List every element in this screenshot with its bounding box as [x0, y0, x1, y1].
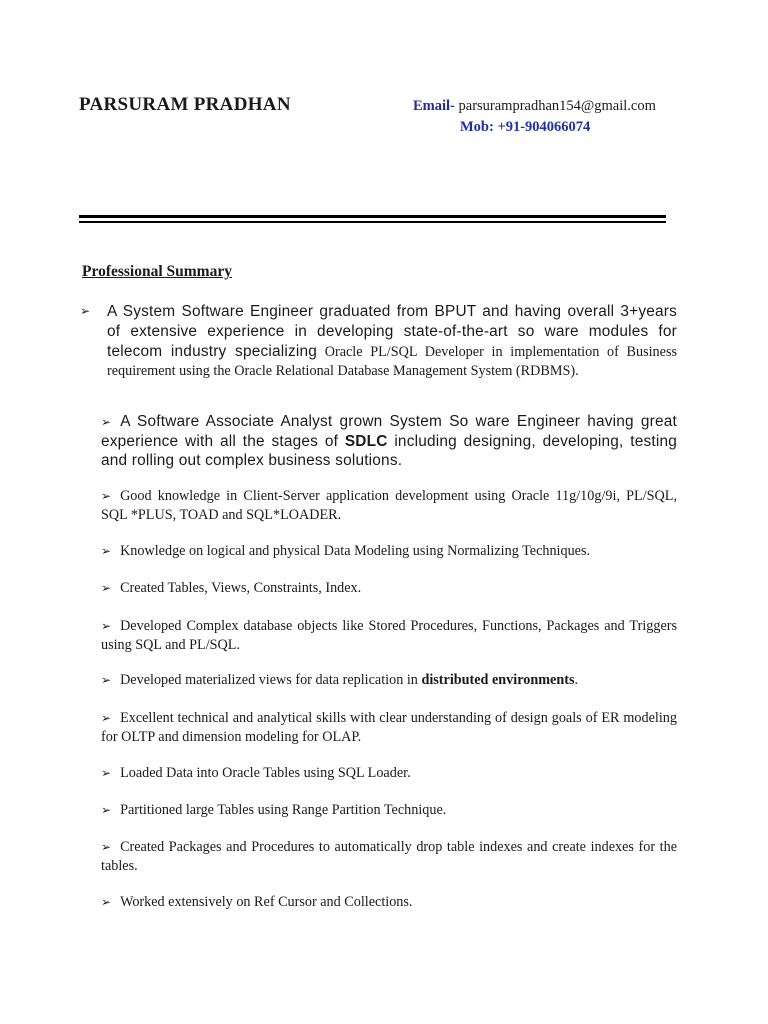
sdlc-emphasis: SDLC	[344, 433, 388, 450]
bullet-arrow-icon: ➢	[101, 581, 112, 595]
bullet-arrow-icon: ➢	[101, 711, 112, 725]
summary-item-5-text: Created Tables, Views, Constraints, Index.	[120, 580, 362, 596]
bullet-arrow-icon: ➢	[80, 304, 91, 318]
summary-item-2	[101, 412, 677, 470]
header-divider-thin	[79, 221, 666, 223]
summary-item-5	[101, 579, 677, 598]
section-title-professional-summary: Professional Summary	[82, 263, 232, 280]
summary-item-9-text: Loaded Data into Oracle Tables using SQL Loader.	[120, 765, 411, 781]
summary-item-9	[101, 764, 677, 783]
mobile-number: Mob: +91-904066074	[460, 119, 591, 135]
bullet-arrow-icon: ➢	[101, 489, 112, 503]
summary-item-3	[101, 487, 677, 525]
summary-item-7-text-a: Developed materialized views for data replication in	[120, 672, 422, 688]
summary-item-1-text-b: Oracle PL/SQL Developer in implementation of Business requirement using the Oracle Relational Database Management System (RDBMS).	[107, 344, 677, 379]
summary-item-6-text: Developed Complex database objects like Stored Procedures, Functions, Packages and Triggers using SQL and PL/SQL.	[101, 618, 677, 653]
bullet-arrow-icon: ➢	[101, 544, 112, 558]
summary-item-12	[101, 893, 677, 912]
summary-item-4	[101, 542, 677, 561]
bullet-arrow-icon: ➢	[101, 803, 112, 817]
summary-item-4-text: Knowledge on logical and physical Data Modeling using Normalizing Techniques.	[120, 543, 591, 559]
summary-item-10-text: Partitioned large Tables using Range Partition Technique.	[120, 802, 447, 818]
summary-item-7	[101, 671, 677, 690]
summary-item-10	[101, 801, 677, 820]
candidate-name: PARSURAM PRADHAN	[79, 94, 291, 115]
bullet-arrow-icon: ➢	[101, 619, 112, 633]
summary-item-11	[101, 838, 677, 876]
bullet-arrow-icon: ➢	[101, 415, 112, 429]
summary-item-1	[107, 302, 677, 381]
bullet-arrow-icon: ➢	[101, 673, 112, 687]
bullet-arrow-icon: ➢	[101, 895, 112, 909]
bullet-arrow-icon: ➢	[101, 766, 112, 780]
summary-item-6	[101, 617, 677, 655]
summary-item-2-text-a: A Software Associate Analyst grown System So ware Engineer having great experience with all the stages of	[101, 413, 677, 450]
summary-item-1-text-a: A System Software Engineer graduated from BPUT and having overall 3+years of extensive experience in developing state-of-the-art so ware modules for telecom industry specializing	[107, 303, 677, 360]
summary-item-8	[101, 709, 677, 747]
summary-item-11-text: Created Packages and Procedures to automatically drop table indexes and create indexes for the tables.	[101, 839, 677, 874]
header-divider-thick	[79, 215, 666, 218]
summary-item-8-text: Excellent technical and analytical skills with clear understanding of design goals of ER modeling for OLTP and dimension modeling for OLAP.	[101, 710, 677, 745]
summary-item-3-text: Good knowledge in Client-Server application development using Oracle 11g/10g/9i, PL/SQL, SQL *PLUS, TOAD and SQL*LOADER.	[101, 488, 677, 523]
summary-item-2-text-b: including designing, developing, testing and rolling out complex business solutions.	[101, 433, 678, 469]
summary-item-7-text-b: .	[574, 672, 579, 688]
email-line	[413, 98, 656, 115]
bullet-arrow-icon: ➢	[101, 840, 112, 854]
distributed-environments-emphasis: distributed environments	[421, 672, 575, 688]
email-address[interactable]: parsurampradhan154@gmail.com	[454, 98, 656, 114]
summary-item-12-text: Worked extensively on Ref Cursor and Collections.	[120, 894, 413, 910]
email-label: Email-	[413, 98, 455, 114]
